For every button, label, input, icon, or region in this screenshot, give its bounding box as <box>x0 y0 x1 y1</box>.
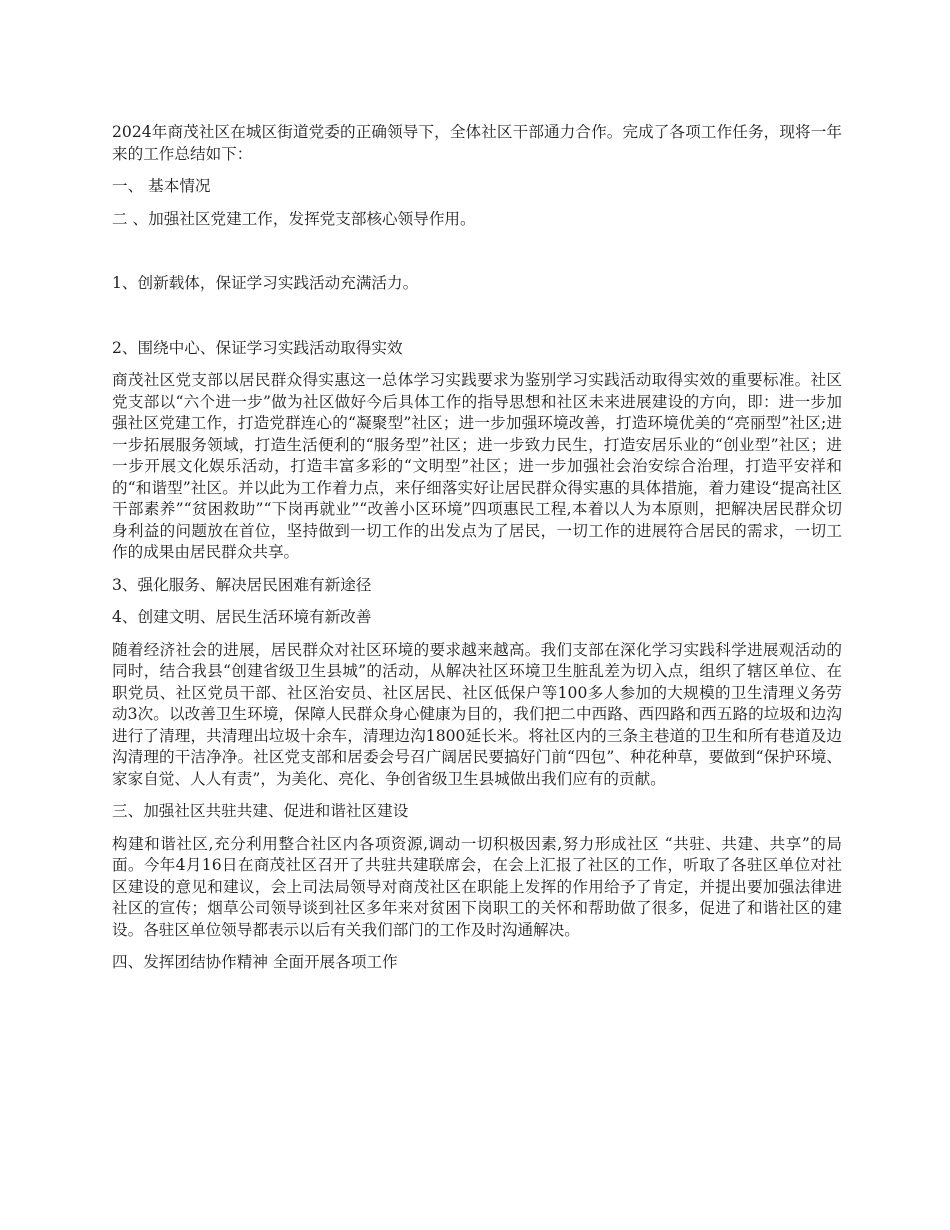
section-heading-co-building: 三、加强社区共驻共建、促进和谐社区建设 <box>112 802 409 820</box>
paragraph-environment: 随着经济社会的进展，居民群众对社区环境的要求越来越高。我们支部在深化学习实践科学进展观活动的同时，结合我县“创建省级卫生县城”的活动，从解决社区环境卫生脏乱差为切入点，组织了辖区单位、在职党员、社区党员干部、社区治安员、社区居民、社区低保户等100多人参加的大规模的卫生清理义务劳动3次。以改善卫生环境，保障人民群众身心健康为目的，我们把二中西路、西四路和西五路的垃圾和边沟进行了清理，共清理出垃圾十余车，清理边沟1800延长米。将社区内的三条主巷道的卫生和所有巷道及边沟清理的干洁净净。社区党支部和居委会号召广阔居民要搞好门前“四包”、种花种草，要做到“保护环境、家家自觉、人人有责”，为美化、亮化、争创省级卫生县城做出我们应有的贡献。 <box>112 640 842 788</box>
paragraph-six-steps: 商茂社区党支部以居民群众得实惠这一总体学习实践要求为鉴别学习实践活动取得实效的重要标准。社区党支部以“六个进一步”做为社区做好今后具体工作的指导思想和社区未来进展建设的方向，即：进一步加强社区党建工作，打造党群连心的“凝聚型”社区；进一步加强环境改善，打造环境优美的“亮丽型”社区;进一步拓展服务领域，打造生活便利的“服务型”社区；进一步致力民生，打造安居乐业的“创业型”社区；进一步开展文化娱乐活动，打造丰富多彩的“文明型”社区；进一步加强社会治安综合治理，打造平安祥和的“和谐型”社区。并以此为工作着力点，来仔细落实好让居民群众得实惠的具体措施，着力建设“提高社区干部素养”“贫困救助”“下岗再就业”“改善小区环境”四项惠民工程,本着以人为本原则，把解决居民群众切身利益的问题放在首位，坚持做到一切工作的出发点为了居民，一切工作的进展符合居民的需求，一切工作的成果由居民群众共享。 <box>112 371 842 561</box>
document-body <box>112 122 842 985</box>
subheading-innovation: 1、创新载体，保证学习实践活动充满活力。 <box>112 274 419 292</box>
section-heading-teamwork: 四、发挥团结协作精神 全面开展各项工作 <box>112 953 398 971</box>
section-heading-party-building: 二 、加强社区党建工作，发挥党支部核心领导作用。 <box>112 209 476 228</box>
section-heading-basic-situation: 一、 基本情况 <box>112 177 211 195</box>
intro-paragraph: 2024年商茂社区在城区街道党委的正确领导下，全体社区干部通力合作。完成了各项工作任务，现将一年来的工作总结如下： <box>112 123 842 163</box>
subheading-civilization: 4、创建文明、居民生活环境有新改善 <box>112 608 372 626</box>
subheading-strengthen-service: 3、强化服务、解决居民困难有新途径 <box>112 575 372 594</box>
paragraph-harmonious-community: 构建和谐社区,充分利用整合社区内各项资源,调动一切积极因素,努力形成社区 “共驻、共建、共享”的局面。今年4月16日在商茂社区召开了共驻共建联席会，在会上汇报了社区的工作，听取了各驻区单位对社区建设的意见和建议，会上司法局领导对商茂社区在职能上发挥的作用给予了肯定，并提出要加强法律进社区的宣传；烟草公司领导谈到社区多年来对贫困下岗职工的关怀和帮助做了很多，促进了和谐社区的建设。各驻区单位领导都表示以后有关我们部门的工作及时沟通解决。 <box>112 834 842 939</box>
subheading-practical-results: 2、围绕中心、保证学习实践活动取得实效 <box>112 338 403 357</box>
